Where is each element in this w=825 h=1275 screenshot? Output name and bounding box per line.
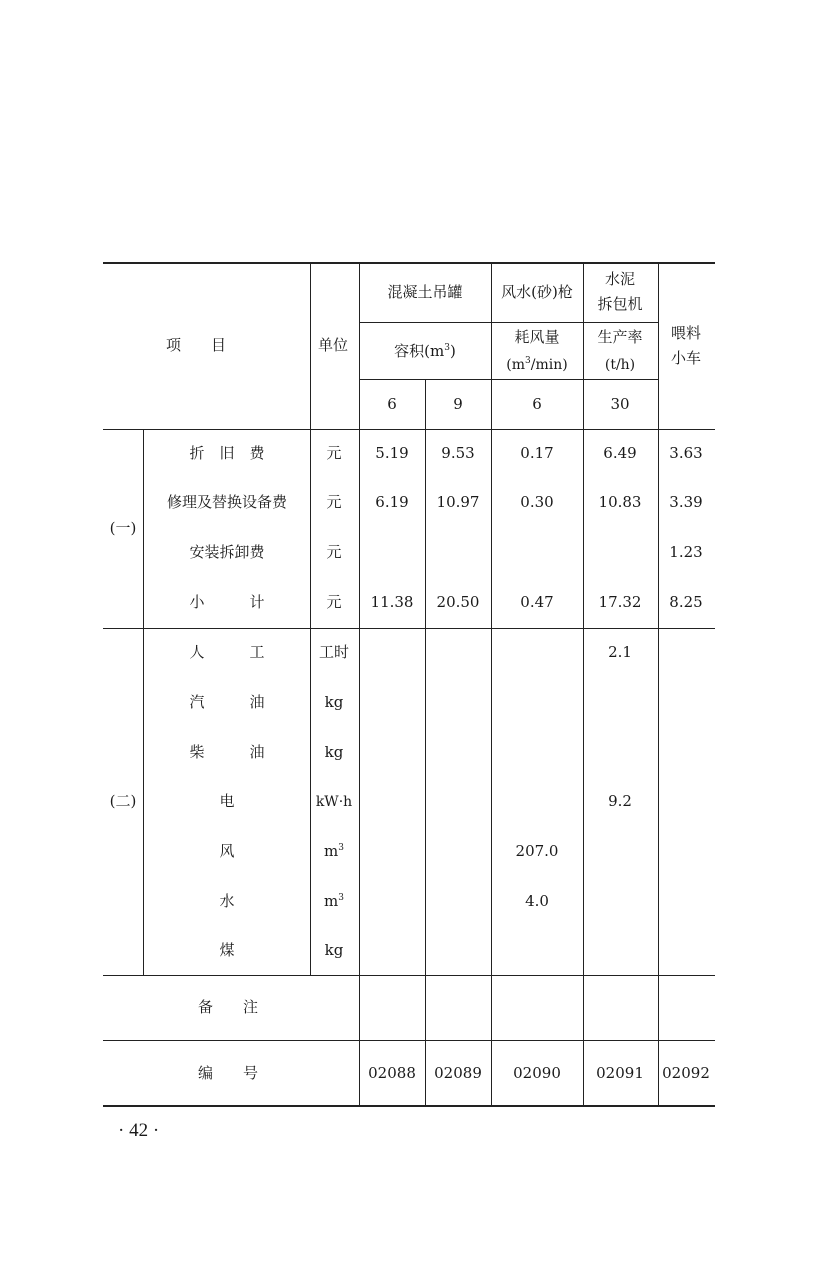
code-unpacker: 02091 — [596, 1064, 644, 1082]
row-repair-unit: 元 — [326, 493, 342, 511]
code-gun: 02090 — [513, 1064, 561, 1082]
row-water-unit: $m^3$ — [324, 892, 344, 910]
header-rule-2 — [359, 379, 659, 380]
unpacker-rate-value: 30 — [610, 395, 630, 413]
row-depreciation-unit: 元 — [326, 444, 342, 462]
row-subtotal-bucket6: 11.38 — [370, 593, 414, 611]
row-install-name: 安装拆卸费 — [189, 543, 265, 561]
row-water-gun: 4.0 — [525, 892, 549, 910]
row-repair-cart: 3.39 — [669, 493, 703, 511]
row-depreciation-gun: 0.17 — [520, 444, 554, 462]
bucket-9-capacity: 9 — [453, 395, 463, 413]
unit-column-left — [310, 262, 311, 975]
row-subtotal-bucket9: 20.50 — [436, 593, 480, 611]
row-diesel-name: 柴 油 — [189, 743, 265, 761]
row-diesel-unit: kg — [324, 743, 344, 761]
code-label: 编 号 — [197, 1064, 259, 1082]
row-repair-gun: 0.30 — [520, 493, 554, 511]
header-rule-1 — [359, 322, 659, 323]
row-install-unit: 元 — [326, 543, 342, 561]
row-depreciation-unpacker: 6.49 — [603, 444, 637, 462]
page-number: · 42 · — [118, 1120, 160, 1141]
row-depreciation-cart: 3.63 — [669, 444, 703, 462]
table-top-border — [103, 262, 715, 264]
col-6-9-divider — [425, 379, 426, 1105]
row-labor-unpacker: 2.1 — [608, 643, 632, 661]
bucket-6-capacity: 6 — [387, 395, 397, 413]
row-electricity-unit: kW·h — [315, 794, 353, 810]
row-subtotal-unit: 元 — [326, 593, 342, 611]
row-gasoline-unit: kg — [324, 693, 344, 711]
row-air-unit: $m^3$ — [324, 842, 344, 860]
row-repair-bucket6: 6.19 — [375, 493, 409, 511]
gun-air-consumption-value: 6 — [532, 395, 542, 413]
col-unpacker-cart-divider — [658, 262, 659, 1105]
section-label-divider — [143, 429, 144, 975]
code-bucket9: 02089 — [434, 1064, 482, 1082]
code-bucket6: 02088 — [368, 1064, 416, 1082]
unit-column-right — [359, 262, 360, 1105]
row-repair-unpacker: 10.83 — [598, 493, 642, 511]
row-depreciation-name: 折 旧 费 — [189, 444, 265, 462]
table-bottom-border — [103, 1105, 715, 1107]
row-depreciation-bucket6: 5.19 — [375, 444, 409, 462]
air-consumption-label: 耗风量 — [514, 328, 560, 346]
row-subtotal-name: 小 计 — [189, 593, 265, 611]
row-electricity-name: 电 — [219, 792, 235, 810]
remarks-label: 备 注 — [197, 998, 259, 1016]
row-air-gun: 207.0 — [515, 842, 559, 860]
row-install-cart: 1.23 — [669, 543, 703, 561]
feeding-cart-header-line2: 小车 — [670, 349, 702, 367]
cement-unpacker-header-line2: 拆包机 — [597, 295, 643, 313]
concrete-bucket-header: 混凝土吊罐 — [387, 283, 463, 301]
row-subtotal-gun: 0.47 — [520, 593, 554, 611]
header-bottom-rule — [103, 429, 715, 430]
row-labor-name: 人 工 — [189, 643, 265, 661]
row-coal-name: 煤 — [219, 941, 235, 959]
section2-bottom-rule — [103, 975, 715, 976]
row-depreciation-bucket9: 9.53 — [441, 444, 475, 462]
row-repair-bucket9: 10.97 — [436, 493, 480, 511]
remarks-bottom-rule — [103, 1040, 715, 1041]
code-cart: 02092 — [662, 1064, 710, 1082]
air-consumption-unit: $(m^3/\min)$ — [506, 356, 568, 373]
production-rate-unit: (t/h) — [604, 357, 636, 373]
row-labor-unit: 工时 — [318, 643, 350, 661]
water-sand-gun-header: 风水(砂)枪 — [501, 283, 573, 301]
row-subtotal-cart: 8.25 — [669, 593, 703, 611]
production-rate-label: 生产率 — [597, 328, 643, 346]
section1-bottom-rule — [103, 628, 715, 629]
concrete-bucket-volume-label: 容积$(m^3)$ — [394, 342, 456, 360]
feeding-cart-header-line1: 喂料 — [670, 324, 702, 342]
row-repair-name: 修理及替换设备费 — [166, 493, 288, 511]
row-air-name: 风 — [219, 842, 235, 860]
cement-unpacker-header-line1: 水泥 — [604, 270, 636, 288]
section1-label: (一) — [109, 519, 137, 537]
row-coal-unit: kg — [324, 941, 344, 959]
col-gun-unpacker-divider — [583, 262, 584, 1105]
col-9-gun-divider — [491, 262, 492, 1105]
header-item-label: 项 目 — [166, 336, 227, 354]
row-subtotal-unpacker: 17.32 — [598, 593, 642, 611]
section2-label: (二) — [109, 792, 137, 810]
row-water-name: 水 — [219, 892, 235, 910]
row-gasoline-name: 汽 油 — [189, 693, 265, 711]
header-unit-label: 单位 — [318, 336, 349, 354]
row-electricity-unpacker: 9.2 — [608, 792, 632, 810]
